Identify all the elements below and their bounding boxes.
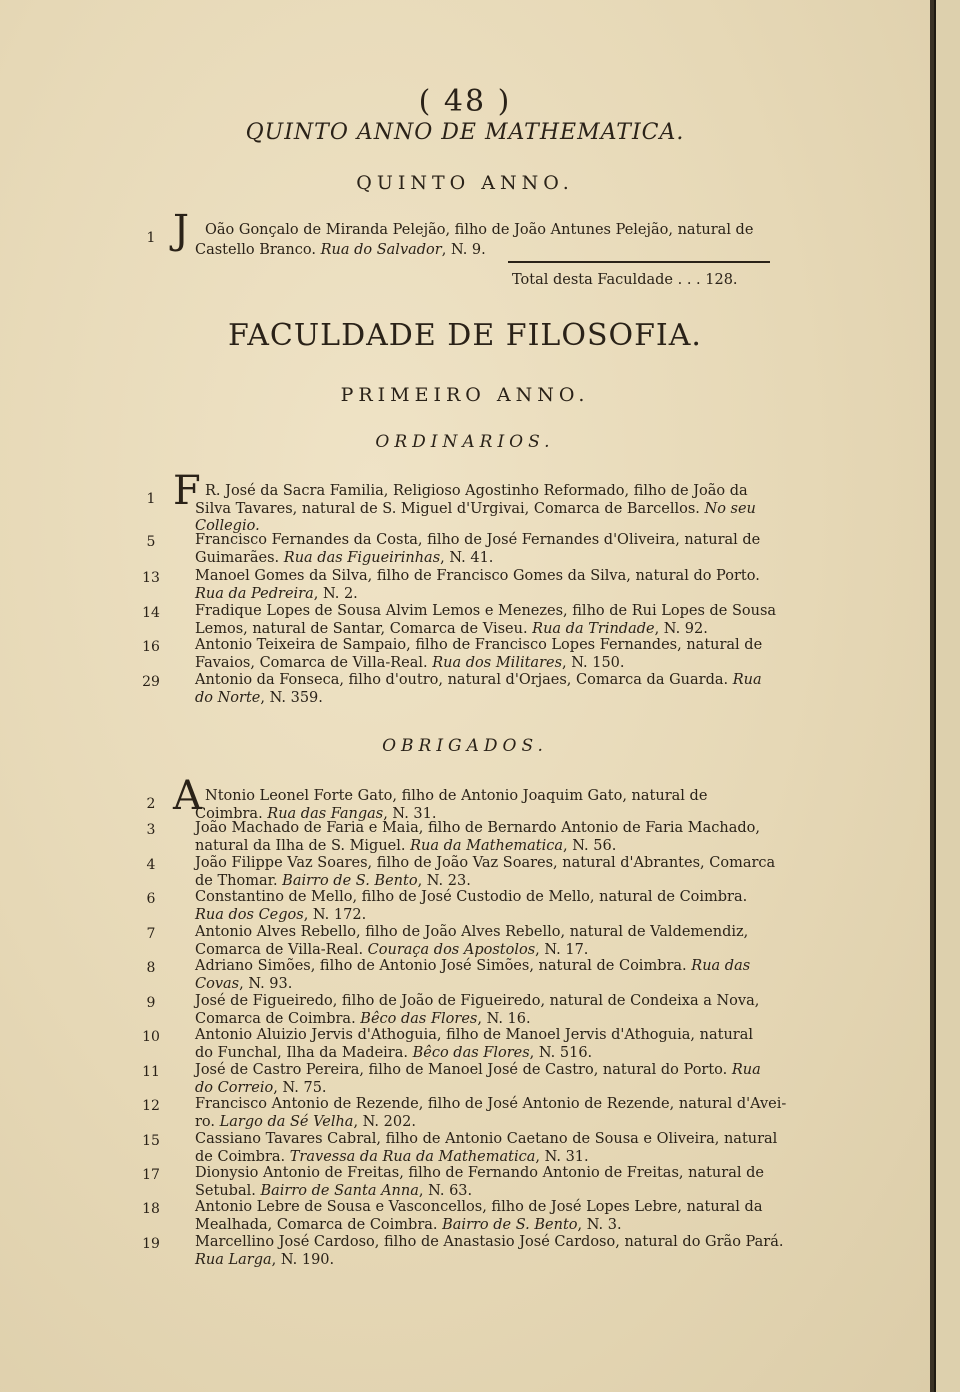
entry-text: , N. 2. [313, 585, 358, 602]
entry-line [195, 958, 750, 974]
entry-text: João Filippe Vaz Soares, filho de João Vaz Soares, natural d'Abrantes, Comarca [195, 855, 776, 871]
entry-number: 29 [142, 674, 160, 690]
entry-line [195, 820, 760, 836]
entry-line [195, 838, 616, 854]
entry-text: Adriano Simões, filho de Antonio José Simões, natural de Coimbra. [195, 958, 692, 974]
entry-street-italic: do Correio [195, 1079, 274, 1096]
entry-line [195, 568, 760, 584]
entry-street-italic: Rua das [691, 958, 751, 974]
faculty-total: Total desta Faculdade . . . 128. [512, 272, 738, 288]
entry-text: , N. 93. [239, 975, 293, 992]
entry-line [195, 242, 486, 258]
subheading-obrigados: OBRIGADOS. [382, 736, 548, 756]
entry-street-italic: Bairro de Santa Anna [260, 1182, 419, 1199]
entry-text: Ntonio Leonel Forte Gato, filho de Antonio Joaquim Gato, natural de [205, 788, 708, 804]
entry-street-italic: Rua Larga [195, 1251, 272, 1268]
entry-text: Francisco Fernandes da Costa, filho de José Fernandes d'Oliveira, natural de [195, 532, 761, 548]
entry-street-italic: Rua dos Militares [432, 654, 563, 671]
entry-number: 19 [142, 1236, 160, 1252]
entry-text: Dionysio Antonio de Freitas, filho de Fernando Antonio de Freitas, natural de [195, 1165, 764, 1181]
entry-line [195, 1045, 592, 1061]
entry-text: Cassiano Tavares Cabral, filho de Antonio Caetano de Sousa e Oliveira, natural [195, 1131, 778, 1147]
entry-text: , N. 63. [418, 1182, 473, 1199]
entry-line [195, 907, 366, 923]
entry-line [205, 222, 753, 238]
entry-text: Antonio da Fonseca, filho d'outro, natural d'Orjaes, Comarca da Guarda. [195, 672, 733, 688]
entry-line [195, 501, 756, 517]
entry-line [195, 1114, 416, 1130]
entry-number: 3 [146, 822, 156, 838]
entry-line [195, 855, 775, 871]
entry-text: Oão Gonçalo de Miranda Pelejão, filho de João Antunes Pelejão, natural de [205, 222, 754, 238]
entry-line [195, 586, 358, 602]
entry-text: Favaios, Comarca de Villa-Real. [195, 654, 433, 671]
entry-number: 10 [142, 1029, 160, 1045]
entry-text: , N. 359. [260, 689, 323, 706]
entry-line [195, 1217, 622, 1233]
entry-text: Coimbra. [195, 805, 268, 822]
entry-number: 4 [146, 857, 156, 873]
entry-line [195, 1252, 334, 1268]
entry-text: Guimarães. [195, 549, 284, 566]
entry-number: 17 [142, 1167, 160, 1183]
entry-line [195, 976, 292, 992]
entry-street-italic: Rua das Fangas [267, 805, 384, 822]
entry-line [195, 1131, 777, 1147]
entry-text: Antonio Aluizio Jervis d'Athoguia, filho de Manoel Jervis d'Athoguia, natural [195, 1027, 754, 1043]
entry-number: 18 [142, 1201, 160, 1217]
entry-line [195, 1149, 589, 1165]
entry-line [195, 873, 471, 889]
entry-text: Francisco Antonio de Rezende, filho de José Antonio de Rezende, natural d'Avei- [195, 1096, 787, 1112]
entry-number: 14 [142, 605, 160, 621]
page-number: ( 48 ) [418, 84, 512, 119]
entry-text: , N. 41. [440, 549, 494, 566]
entry-line [195, 1234, 783, 1250]
entry-line [195, 1165, 764, 1181]
entry-line [195, 603, 776, 619]
entry-drop-cap: F [173, 468, 201, 514]
entry-line [195, 942, 588, 958]
entry-number: 6 [146, 891, 156, 907]
facing-page-sheet [934, 0, 960, 1392]
entry-street-italic: Rua do Salvador [320, 242, 442, 258]
entry-text: Marcellino José Cardoso, filho de Anastasio José Cardoso, natural do Grão Pará. [195, 1234, 784, 1250]
entry-text: Comarca de Coimbra. [195, 1010, 361, 1027]
entry-line [205, 788, 707, 804]
entry-number: 11 [142, 1064, 160, 1080]
entry-line [195, 889, 747, 905]
entry-text: , N. 202. [353, 1113, 416, 1130]
entry-text: Antonio Lebre de Sousa e Vasconcellos, filho de José Lopes Lebre, natural da [195, 1199, 763, 1215]
subheading-ordinarios: ORDINARIOS. [375, 432, 555, 452]
entry-text: Antonio Alves Rebello, filho de João Alves Rebello, natural de Valdemendiz, [195, 924, 749, 940]
entry-text: , N. 150. [562, 654, 625, 671]
entry-street-italic: Couraça dos Apostolos [367, 941, 536, 958]
entry-line [195, 637, 762, 653]
entry-text: natural da Ilha de S. Miguel. [195, 837, 411, 854]
entry-text: José de Castro Pereira, filho de Manoel José de Castro, natural do Porto. [195, 1062, 732, 1078]
entry-text: , N. 92. [654, 620, 708, 637]
entry-street-italic: No seu [704, 500, 756, 517]
entry-number: 1 [146, 230, 156, 246]
entry-line [195, 1183, 472, 1199]
entry-number: 15 [142, 1133, 160, 1149]
entry-street-italic: Rua da Pedreira [195, 585, 314, 602]
entry-line [205, 483, 748, 499]
entry-street-italic: Rua [731, 1062, 761, 1078]
entry-line [195, 532, 760, 548]
entry-drop-cap: A [173, 773, 202, 819]
entry-text: Fradique Lopes de Sousa Alvim Lemos e Menezes, filho de Rui Lopes de Sousa [195, 603, 777, 619]
entry-street-italic: Rua da Mathematica [410, 837, 564, 854]
facing-page-edge [930, 0, 960, 1392]
entry-text: ro. [195, 1113, 220, 1130]
entry-street-italic: Covas [195, 975, 240, 992]
entry-text: Comarca de Villa-Real. [195, 941, 368, 958]
entry-text: R. José da Sacra Familia, Religioso Agostinho Reformado, filho de João da [205, 483, 748, 499]
entry-text: Constantino de Mello, filho de José Custodio de Mello, natural de Coimbra. [195, 889, 748, 905]
entry-text: , N. 31. [535, 1148, 589, 1165]
entry-street-italic: do Norte [195, 689, 261, 706]
entry-street-italic: Bairro de S. Bento [282, 872, 418, 889]
entry-line [195, 924, 748, 940]
entry-line [195, 1080, 327, 1096]
entry-line [195, 1199, 762, 1215]
entry-street-italic: Rua [732, 672, 762, 688]
entry-text: , N. 75. [273, 1079, 327, 1096]
entry-line [195, 672, 762, 688]
entry-text: , N. 516. [529, 1044, 593, 1061]
entry-text: de Thomar. [195, 872, 283, 889]
entry-text: de Coimbra. [195, 1148, 290, 1165]
entry-line [195, 550, 493, 566]
entry-street-italic: Bairro de S. Bento [442, 1216, 578, 1233]
entry-line [195, 655, 625, 671]
entry-line [195, 1011, 531, 1027]
entry-line [195, 1027, 753, 1043]
entry-text: Mealhada, Comarca de Coimbra. [195, 1216, 443, 1233]
entry-number: 8 [146, 960, 156, 976]
entry-text: Setubal. [195, 1182, 261, 1199]
entry-text: , N. 3. [577, 1216, 622, 1233]
entry-line [195, 1062, 761, 1078]
entry-text: , N. 172. [303, 906, 367, 923]
entry-line [195, 690, 323, 706]
entry-street-italic: Travessa da Rua da Mathematica [289, 1148, 536, 1165]
entry-number: 9 [146, 995, 156, 1011]
entry-line [195, 993, 759, 1009]
entry-text: , N. 23. [417, 872, 471, 889]
section-heading-primeiro-anno: PRIMEIRO ANNO. [340, 384, 590, 406]
entry-text: , N. 9. [441, 242, 486, 258]
entry-text: , N. 190. [271, 1251, 335, 1268]
entry-text: Lemos, natural de Santar, Comarca de Viseu. [195, 620, 533, 637]
entry-text: Antonio Teixeira de Sampaio, filho de Francisco Lopes Fernandes, natural de [195, 637, 763, 653]
entry-text: Castello Branco. [195, 242, 321, 258]
entry-street-italic: Collegio. [195, 518, 260, 534]
entry-text: Silva Tavares, natural de S. Miguel d'Urgivai, Comarca de Barcellos. [195, 500, 705, 517]
entry-number: 2 [146, 796, 156, 812]
entry-drop-cap: J [173, 207, 190, 253]
entry-number: 16 [142, 639, 160, 655]
entry-line [195, 621, 708, 637]
faculty-title: FACULDADE DE FILOSOFIA. [228, 318, 702, 353]
entry-text: José de Figueiredo, filho de João de Figueiredo, natural de Condeixa a Nova, [195, 993, 760, 1009]
entry-street-italic: Largo da Sé Velha [219, 1113, 354, 1130]
entry-street-italic: Rua da Trindade [532, 620, 655, 637]
entry-street-italic: Bêco das Flores [412, 1044, 530, 1061]
entry-text: , N. 17. [535, 941, 589, 958]
entry-number: 5 [146, 534, 156, 550]
total-rule [508, 261, 770, 263]
entry-number: 13 [142, 570, 160, 586]
entry-text: Manoel Gomes da Silva, filho de Francisco Gomes da Silva, natural do Porto. [195, 568, 760, 584]
entry-street-italic: Rua dos Cegos [195, 906, 304, 923]
entry-text: , N. 16. [477, 1010, 531, 1027]
entry-text: João Machado de Faria e Maia, filho de Bernardo Antonio de Faria Machado, [195, 820, 761, 836]
entry-line [195, 1096, 786, 1112]
entry-number: 1 [146, 491, 156, 507]
entry-text: , N. 56. [563, 837, 617, 854]
entry-number: 7 [146, 926, 156, 942]
entry-text: , N. 31. [383, 805, 437, 822]
entry-street-italic: Rua das Figueirinhas [283, 549, 441, 566]
running-title: QUINTO ANNO DE MATHEMATICA. [245, 120, 685, 145]
entry-street-italic: Bêco das Flores [360, 1010, 478, 1027]
section-heading-quinto-anno: QUINTO ANNO. [356, 172, 574, 194]
entry-number: 12 [142, 1098, 160, 1114]
entry-text: do Funchal, Ilha da Madeira. [195, 1044, 413, 1061]
